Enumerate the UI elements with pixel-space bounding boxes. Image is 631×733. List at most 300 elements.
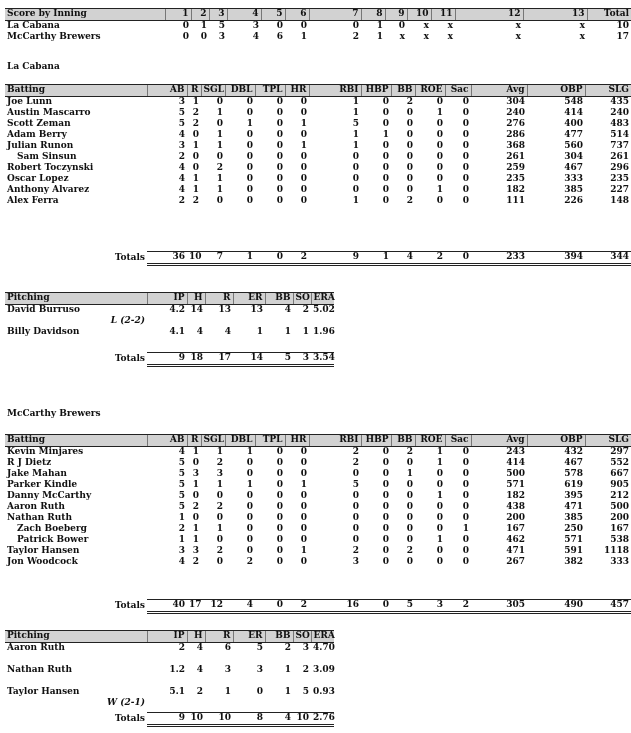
- stat-cell: 1: [256, 327, 263, 337]
- stat-cell: 435: [610, 97, 629, 107]
- stat-cell: 0: [382, 163, 389, 173]
- empty-cell: [293, 316, 311, 327]
- player-name: Alex Ferra: [7, 196, 59, 206]
- stat-cell: 2: [406, 546, 413, 556]
- stat-cell: 0: [276, 174, 283, 184]
- stat-cell: 0: [382, 546, 389, 556]
- stat-cell: 0: [436, 196, 443, 206]
- empty-cell: [187, 316, 205, 327]
- empty-cell: [233, 316, 265, 327]
- total-cell: 9: [309, 252, 361, 265]
- inning-score: 0: [200, 32, 207, 42]
- empty-cell: [265, 676, 293, 687]
- player-name: Robert Toczynski: [7, 163, 94, 173]
- batting-row: [5, 524, 631, 535]
- column-header: AB: [147, 85, 187, 97]
- stat-cell: 0: [462, 97, 469, 107]
- batting-row: [5, 458, 631, 469]
- empty-cell: [187, 676, 205, 687]
- column-header: R: [205, 293, 233, 305]
- stat-cell: 2: [192, 502, 199, 512]
- player-name: Patrick Bower: [17, 535, 89, 545]
- stat-cell: 0: [246, 458, 253, 468]
- stat-cell: 0: [192, 163, 199, 173]
- score-by-inning: [5, 8, 629, 43]
- inning-score: 0: [398, 21, 405, 31]
- column-header: RBI: [309, 85, 361, 97]
- stat-cell: 0: [216, 491, 223, 501]
- stat-cell: 0: [300, 447, 307, 457]
- stat-cell: 0: [276, 502, 283, 512]
- stat-cell: 1: [302, 327, 309, 337]
- stat-cell: 333: [610, 557, 629, 567]
- stat-cell: 0: [300, 469, 307, 479]
- total-cell: 10: [293, 713, 311, 726]
- stat-cell: 0: [382, 458, 389, 468]
- stat-cell: 0: [352, 152, 359, 162]
- pitching-header-row: [5, 631, 334, 643]
- stat-cell: 1: [284, 327, 291, 337]
- batting-row: [5, 174, 631, 185]
- team2-batting: [5, 434, 629, 568]
- column-header: OBP: [527, 435, 585, 447]
- empty-cell: [147, 654, 187, 665]
- total-cell: 4: [391, 252, 415, 265]
- total-cell: 10: [187, 252, 201, 265]
- empty-cell: [265, 698, 293, 709]
- stat-cell: 0: [216, 513, 223, 523]
- stat-cell: 400: [564, 119, 583, 129]
- total-cell: 4: [265, 713, 293, 726]
- stat-cell: 0: [436, 557, 443, 567]
- team1-title: La Cabana: [7, 62, 60, 72]
- stat-cell: 1: [192, 480, 199, 490]
- stat-cell: 4: [178, 185, 185, 195]
- pitcher-decision: W (2-1): [106, 698, 145, 708]
- stat-cell: 0: [276, 480, 283, 490]
- inning-score: 1: [200, 21, 207, 31]
- stat-cell: 1: [178, 513, 185, 523]
- stat-cell: 0: [436, 502, 443, 512]
- stat-cell: 0: [246, 108, 253, 118]
- inning-score: 10: [616, 21, 629, 31]
- stat-cell: 462: [506, 535, 525, 545]
- stat-cell: 2: [352, 447, 359, 457]
- total-cell: 40: [147, 600, 187, 613]
- stat-cell: 3: [352, 557, 359, 567]
- stat-cell: 0: [276, 458, 283, 468]
- stat-cell: 5.1: [169, 687, 185, 697]
- inning-score: 4: [252, 32, 259, 42]
- stat-cell: 0: [300, 185, 307, 195]
- total-cell: 344: [585, 252, 631, 265]
- stat-cell: 0: [276, 513, 283, 523]
- column-header: TPL: [255, 435, 285, 447]
- stat-cell: 0: [276, 108, 283, 118]
- inning-score: x: [515, 21, 521, 31]
- total-cell: 17: [205, 353, 233, 366]
- stat-cell: 2: [192, 108, 199, 118]
- stat-cell: 0: [216, 152, 223, 162]
- stat-cell: 0: [246, 174, 253, 184]
- stat-cell: 304: [564, 152, 583, 162]
- stat-cell: 5: [352, 119, 359, 129]
- stat-cell: 0: [382, 447, 389, 457]
- score-row: [5, 32, 631, 43]
- total-cell: 9: [147, 353, 187, 366]
- total-cell: 18: [187, 353, 205, 366]
- stat-cell: 2: [284, 643, 291, 653]
- stat-cell: 1: [436, 535, 443, 545]
- team-name: McCarthy Brewers: [7, 32, 101, 42]
- stat-cell: 212: [610, 491, 629, 501]
- empty-cell: [147, 338, 187, 349]
- stat-cell: 227: [610, 185, 629, 195]
- stat-cell: 4: [224, 327, 231, 337]
- player-name: Scott Zeman: [7, 119, 71, 129]
- stat-cell: 0: [462, 557, 469, 567]
- stat-cell: 240: [506, 108, 525, 118]
- stat-cell: 2: [216, 458, 223, 468]
- total-cell: 0: [361, 600, 391, 613]
- stat-cell: 0: [246, 141, 253, 151]
- stat-cell: 382: [564, 557, 583, 567]
- stat-cell: 0: [352, 469, 359, 479]
- stat-cell: 0: [276, 97, 283, 107]
- score-header-label: Score by Inning: [5, 9, 165, 21]
- player-name: Sam Sinsun: [17, 152, 77, 162]
- inning-score: x: [423, 21, 429, 31]
- empty-cell: [233, 338, 265, 349]
- batting-row: [5, 535, 631, 546]
- stat-cell: 3: [216, 469, 223, 479]
- stat-cell: 0: [246, 524, 253, 534]
- inning-header: 3: [209, 9, 227, 21]
- stat-cell: 0: [300, 130, 307, 140]
- stat-cell: 3: [178, 141, 185, 151]
- stat-cell: 0: [246, 535, 253, 545]
- stat-cell: 0: [462, 546, 469, 556]
- column-header: ERA: [311, 293, 334, 305]
- inning-header: 10: [407, 9, 431, 21]
- stat-cell: 0: [436, 119, 443, 129]
- pitching-header-row: [5, 293, 334, 305]
- total-cell: 2: [445, 600, 471, 613]
- total-cell: 17: [187, 600, 201, 613]
- stat-cell: 1: [352, 141, 359, 151]
- inning-header: 6: [285, 9, 309, 21]
- column-header: ROE: [415, 85, 445, 97]
- empty-cell: [293, 654, 311, 665]
- column-header: AB: [147, 435, 187, 447]
- stat-cell: 333: [564, 174, 583, 184]
- stat-cell: 0: [276, 546, 283, 556]
- stat-cell: 296: [610, 163, 629, 173]
- inning-score: x: [579, 21, 585, 31]
- total-cell: 14: [233, 353, 265, 366]
- pitcher-decision: [5, 338, 147, 349]
- stat-cell: 0: [406, 535, 413, 545]
- pitching-header-label: Pitching: [5, 631, 147, 643]
- total-cell: 36: [147, 252, 187, 265]
- totals-label: Totals: [114, 600, 145, 611]
- inning-header: 2: [191, 9, 209, 21]
- stat-cell: 0: [406, 108, 413, 118]
- pitching-row: [5, 305, 334, 317]
- stat-cell: 0: [406, 524, 413, 534]
- stat-cell: 286: [506, 130, 525, 140]
- stat-cell: 240: [610, 108, 629, 118]
- inning-score: 0: [182, 32, 189, 42]
- stat-cell: 0: [462, 469, 469, 479]
- total-cell: 4: [225, 600, 255, 613]
- stat-cell: 1: [406, 469, 413, 479]
- stat-cell: 0: [436, 524, 443, 534]
- stat-cell: 0: [462, 119, 469, 129]
- stat-cell: 2: [178, 152, 185, 162]
- inning-score: 3: [252, 21, 259, 31]
- stat-cell: 0: [406, 152, 413, 162]
- total-cell: 3: [293, 353, 311, 366]
- column-header: R: [205, 631, 233, 643]
- stat-cell: 471: [506, 546, 525, 556]
- stat-cell: 0: [382, 535, 389, 545]
- batting-row: [5, 480, 631, 491]
- total-cell: 1: [361, 252, 391, 265]
- stat-cell: 0: [300, 513, 307, 523]
- column-header: BB: [391, 85, 415, 97]
- stat-cell: 385: [564, 513, 583, 523]
- stat-cell: 1.96: [313, 327, 335, 337]
- empty-cell: [205, 316, 233, 327]
- batting-row: [5, 97, 631, 109]
- stat-cell: 0: [276, 535, 283, 545]
- player-name: Parker Kindle: [7, 480, 78, 490]
- stat-cell: 0: [406, 458, 413, 468]
- inning-header: 8: [361, 9, 385, 21]
- stat-cell: 2: [192, 119, 199, 129]
- stat-cell: 0: [382, 141, 389, 151]
- inning-score: 5: [218, 21, 225, 31]
- column-header: Avg: [471, 85, 527, 97]
- stat-cell: 2: [196, 687, 203, 697]
- column-header: R: [187, 85, 201, 97]
- stat-cell: 0: [192, 513, 199, 523]
- team2-pitching-totals: [5, 712, 571, 727]
- stat-cell: 276: [506, 119, 525, 129]
- team2-title: McCarthy Brewers: [7, 409, 101, 419]
- stat-cell: 0: [300, 524, 307, 534]
- team1-batting-totals: [5, 251, 629, 266]
- stat-cell: 0: [352, 524, 359, 534]
- inning-score: 0: [300, 21, 307, 31]
- stat-cell: 261: [506, 152, 525, 162]
- stat-cell: 0: [382, 491, 389, 501]
- column-header: BB: [265, 631, 293, 643]
- stat-cell: 182: [506, 491, 525, 501]
- stat-cell: 2: [406, 97, 413, 107]
- stat-cell: 0: [406, 491, 413, 501]
- stat-cell: 0: [382, 174, 389, 184]
- column-header: IP: [147, 631, 187, 643]
- stat-cell: 148: [610, 196, 629, 206]
- stat-cell: 514: [610, 130, 629, 140]
- stat-cell: 0: [406, 119, 413, 129]
- stat-cell: 0: [382, 185, 389, 195]
- stat-cell: 571: [506, 480, 525, 490]
- player-name: Aaron Ruth: [7, 502, 65, 512]
- player-name: Julian Runon: [7, 141, 74, 151]
- pitching-totals-row: [5, 713, 334, 726]
- column-header: Avg: [471, 435, 527, 447]
- pitcher-decision: [5, 654, 147, 665]
- stat-cell: 905: [610, 480, 629, 490]
- stat-cell: 4.70: [313, 643, 335, 653]
- stat-cell: 0: [300, 152, 307, 162]
- stat-cell: 667: [610, 469, 629, 479]
- player-name: R J Dietz: [7, 458, 52, 468]
- inning-score: 1: [376, 32, 383, 42]
- stat-cell: 0: [246, 97, 253, 107]
- stat-cell: 1: [216, 174, 223, 184]
- total-cell: 2: [285, 600, 309, 613]
- stat-cell: 5: [178, 480, 185, 490]
- stat-cell: 1: [300, 141, 307, 151]
- total-cell: 5: [265, 353, 293, 366]
- stat-cell: 0: [352, 535, 359, 545]
- stat-cell: 235: [506, 174, 525, 184]
- stat-cell: 3: [192, 546, 199, 556]
- stat-cell: 1: [382, 130, 389, 140]
- stat-cell: 0: [300, 502, 307, 512]
- stat-cell: 0: [436, 141, 443, 151]
- empty-cell: [187, 338, 205, 349]
- stat-cell: 5: [178, 469, 185, 479]
- stat-cell: 4: [284, 305, 291, 315]
- stat-cell: 1: [178, 535, 185, 545]
- stat-cell: 0: [436, 163, 443, 173]
- stat-cell: 1: [216, 185, 223, 195]
- stat-cell: 1: [300, 546, 307, 556]
- total-cell: 7: [201, 252, 225, 265]
- stat-cell: 2: [216, 502, 223, 512]
- stat-cell: 0: [462, 458, 469, 468]
- stat-cell: 0: [246, 163, 253, 173]
- stat-cell: 5: [256, 643, 263, 653]
- stat-cell: 1: [352, 97, 359, 107]
- stat-cell: 0: [462, 491, 469, 501]
- stat-cell: 1: [436, 447, 443, 457]
- stat-cell: 0: [406, 557, 413, 567]
- column-header: ER: [233, 293, 265, 305]
- column-header: DBL: [225, 435, 255, 447]
- stat-cell: 6: [224, 643, 231, 653]
- stat-cell: 0: [462, 163, 469, 173]
- stat-cell: 0: [352, 491, 359, 501]
- stat-cell: 0: [462, 141, 469, 151]
- score-row: [5, 21, 631, 33]
- stat-cell: 2: [246, 557, 253, 567]
- stat-cell: 4.2: [169, 305, 185, 315]
- inning-header: 4: [227, 9, 261, 21]
- stat-cell: 1: [192, 524, 199, 534]
- stat-cell: 2: [406, 196, 413, 206]
- stat-cell: 1: [462, 524, 469, 534]
- batting-row: [5, 469, 631, 480]
- pitching-row: [5, 643, 334, 655]
- pitcher-decision: L (2-2): [110, 316, 145, 326]
- stat-cell: 243: [506, 447, 525, 457]
- column-header: SLG: [585, 435, 631, 447]
- stat-cell: 0: [382, 469, 389, 479]
- stat-cell: 1: [216, 141, 223, 151]
- stat-cell: 2: [178, 524, 185, 534]
- total-cell: 3: [415, 600, 445, 613]
- stat-cell: 368: [506, 141, 525, 151]
- stat-cell: 500: [610, 502, 629, 512]
- pitcher-name: Billy Davidson: [7, 327, 80, 337]
- stat-cell: 0: [276, 130, 283, 140]
- stat-cell: 5: [352, 480, 359, 490]
- stat-cell: 0: [246, 491, 253, 501]
- stat-cell: 4: [178, 447, 185, 457]
- stat-cell: 1.2: [169, 665, 185, 675]
- stat-cell: 1: [246, 480, 253, 490]
- column-header: ERA: [311, 631, 334, 643]
- inning-score: x: [515, 32, 521, 42]
- stat-cell: 0: [300, 535, 307, 545]
- player-name: Joe Lunn: [7, 97, 53, 107]
- batting-row: [5, 546, 631, 557]
- stat-cell: 1: [300, 480, 307, 490]
- stat-cell: 1: [192, 535, 199, 545]
- column-header: HBP: [361, 85, 391, 97]
- stat-cell: 2: [178, 643, 185, 653]
- pitching-totals-row: [5, 353, 334, 366]
- stat-cell: 0: [276, 185, 283, 195]
- stat-cell: 1: [216, 480, 223, 490]
- stat-cell: 0: [276, 152, 283, 162]
- empty-cell: [293, 676, 311, 687]
- totals-label: Totals: [114, 252, 145, 263]
- stat-cell: 5: [178, 119, 185, 129]
- empty-cell: [205, 338, 233, 349]
- pitching-decision-row: [5, 698, 334, 709]
- stat-cell: 395: [564, 491, 583, 501]
- batting-header-row: [5, 85, 631, 97]
- stat-cell: 2: [302, 305, 309, 315]
- stat-cell: 2: [352, 458, 359, 468]
- stat-cell: 0: [406, 130, 413, 140]
- stat-cell: 0: [406, 163, 413, 173]
- empty-cell: [265, 338, 293, 349]
- stat-cell: 0: [192, 130, 199, 140]
- stat-cell: 200: [506, 513, 525, 523]
- stat-cell: 0: [246, 469, 253, 479]
- stat-cell: 0: [462, 174, 469, 184]
- empty-cell: [147, 676, 187, 687]
- stat-cell: 3: [178, 546, 185, 556]
- inning-header: 7: [309, 9, 361, 21]
- stat-cell: 1: [284, 687, 291, 697]
- stat-cell: 1: [224, 687, 231, 697]
- inning-score: x: [423, 32, 429, 42]
- empty-cell: [265, 654, 293, 665]
- inning-score: 0: [276, 21, 283, 31]
- empty-cell: [293, 338, 311, 349]
- batting-row: [5, 491, 631, 502]
- column-header: R: [187, 435, 201, 447]
